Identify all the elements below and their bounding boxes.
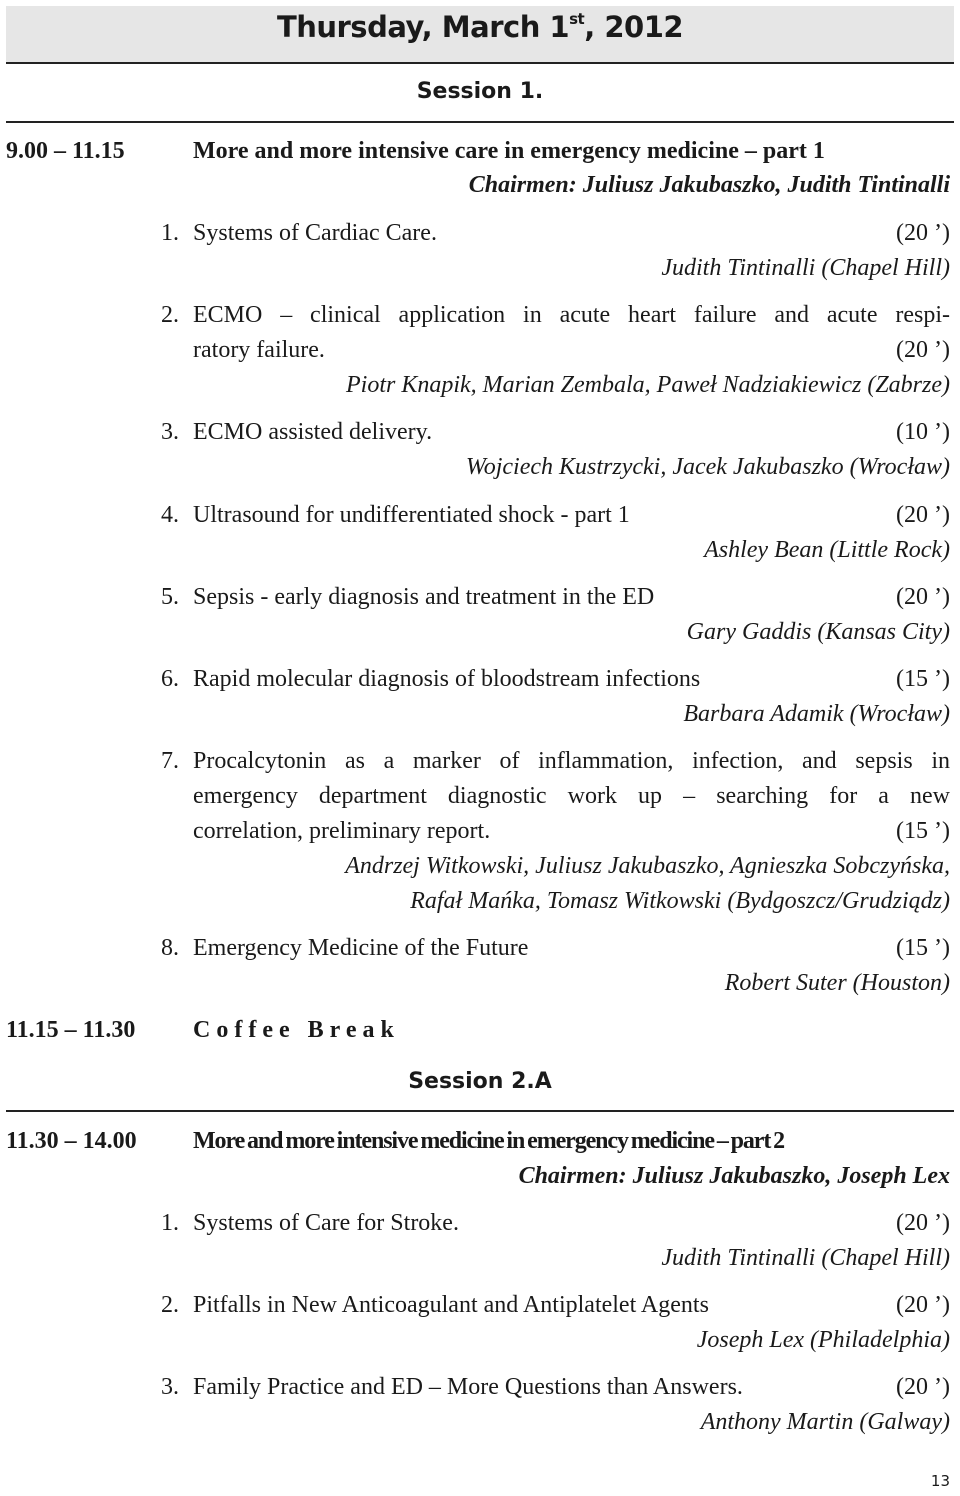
talk-title: Rapid molecular diagnosis of bloodstream infections xyxy=(193,666,701,692)
day-title: Thursday, March 1st, 2012 xyxy=(276,10,684,44)
talk-title: Family Practice and ED – More Questions than Answers. xyxy=(193,1374,743,1400)
talk-duration: (20 ’) xyxy=(896,337,950,363)
talk-title: Sepsis - early diagnosis and treatment in the ED xyxy=(193,584,655,610)
talk-duration: (20 ’) xyxy=(896,1292,950,1318)
talk-duration: (20 ’) xyxy=(896,1374,950,1400)
talk-title: emergency department diagnostic work up – searching for a new xyxy=(193,783,950,809)
talk-title: ECMO – clinical application in acute heart failure and acute respi- xyxy=(193,302,950,328)
talk-number: 1. xyxy=(161,1210,179,1236)
talk-authors: Ashley Bean (Little Rock) xyxy=(704,537,950,563)
talk-number: 5. xyxy=(161,584,179,610)
talk-duration: (20 ’) xyxy=(896,1210,950,1236)
talk-authors: Judith Tintinalli (Chapel Hill) xyxy=(661,1245,950,1271)
talk-authors: Joseph Lex (Philadelphia) xyxy=(696,1327,950,1353)
coffee-break-label: Coffee Break xyxy=(193,1017,400,1043)
talk-duration: (15 ’) xyxy=(896,818,950,844)
talk-title: Ultrasound for undifferentiated shock - part 1 xyxy=(193,502,630,528)
talk-title: Pitfalls in New Anticoagulant and Antiplatelet Agents xyxy=(193,1292,709,1318)
session-2a-heading: Session 2.A xyxy=(408,1069,552,1094)
talk-title: Systems of Care for Stroke. xyxy=(193,1210,459,1236)
talk-title: Emergency Medicine of the Future xyxy=(193,935,529,961)
talk-authors: Judith Tintinalli (Chapel Hill) xyxy=(661,255,950,281)
talk-title: ECMO assisted delivery. xyxy=(193,419,433,445)
talk-duration: (15 ’) xyxy=(896,666,950,692)
talk-number: 4. xyxy=(161,502,179,528)
talk-authors: Gary Gaddis (Kansas City) xyxy=(686,619,950,645)
talk-authors: Barbara Adamik (Wrocław) xyxy=(683,701,950,727)
talk-authors: Wojciech Kustrzycki, Jacek Jakubaszko (Wrocław) xyxy=(465,454,950,480)
talk-number: 2. xyxy=(161,302,179,328)
talk-duration: (20 ’) xyxy=(896,584,950,610)
session-1-chairmen: Chairmen: Juliusz Jakubaszko, Judith Tintinalli xyxy=(468,172,950,198)
talk-authors: Robert Suter (Houston) xyxy=(724,970,950,996)
session-2a-chairmen: Chairmen: Juliusz Jakubaszko, Joseph Lex xyxy=(518,1163,950,1189)
talk-number: 8. xyxy=(161,935,179,961)
talk-duration: (15 ’) xyxy=(896,935,950,961)
page-number: 13 xyxy=(930,1472,950,1490)
talk-title: ratory failure. xyxy=(193,337,325,363)
session-2a-divider xyxy=(6,1110,954,1112)
session-2a-title: More and more intensive medicine in emergency medicine – part 2 xyxy=(193,1128,785,1154)
talk-number: 7. xyxy=(161,748,179,774)
talk-authors: Andrzej Witkowski, Juliusz Jakubaszko, Agnieszka Sobczyńska, xyxy=(345,853,950,879)
talk-duration: (10 ’) xyxy=(896,419,950,445)
session-2a-time: 11.30 – 14.00 xyxy=(6,1128,137,1154)
talk-title: Systems of Cardiac Care. xyxy=(193,220,437,246)
coffee-break-time: 11.15 – 11.30 xyxy=(6,1017,136,1043)
talk-number: 2. xyxy=(161,1292,179,1318)
session-1-divider xyxy=(6,121,954,123)
talk-number: 1. xyxy=(161,220,179,246)
talk-duration: (20 ’) xyxy=(896,502,950,528)
talk-number: 3. xyxy=(161,419,179,445)
session-1-time: 9.00 – 11.15 xyxy=(6,138,125,164)
talk-title: Procalcytonin as a marker of inflammation, infection, and sepsis in xyxy=(193,748,950,774)
session-1-title: More and more intensive care in emergency medicine – part 1 xyxy=(193,138,825,164)
talk-duration: (20 ’) xyxy=(896,220,950,246)
talk-authors: Rafał Mańka, Tomasz Witkowski (Bydgoszcz/Grudziądz) xyxy=(410,888,950,914)
talk-authors: Piotr Knapik, Marian Zembala, Paweł Nadziakiewicz (Zabrze) xyxy=(346,372,950,398)
talk-authors: Anthony Martin (Galway) xyxy=(700,1409,950,1435)
talk-number: 6. xyxy=(161,666,179,692)
session-1-heading: Session 1. xyxy=(416,79,544,104)
talk-title: correlation, preliminary report. xyxy=(193,818,491,844)
talk-number: 3. xyxy=(161,1374,179,1400)
